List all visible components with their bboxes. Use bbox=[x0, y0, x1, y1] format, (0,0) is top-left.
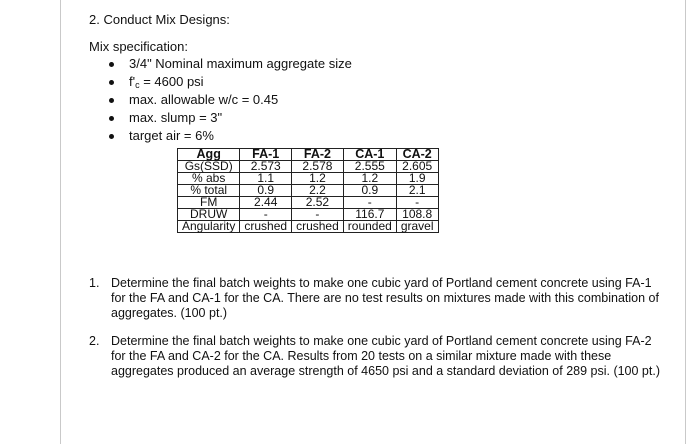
spec-item-aggregate-size: 3/4" Nominal maximum aggregate size bbox=[106, 55, 352, 73]
question-number: 1. bbox=[89, 276, 100, 290]
table-cell: 2.1 bbox=[396, 185, 438, 197]
table-cell: % total bbox=[178, 185, 240, 197]
question-list bbox=[89, 276, 669, 392]
table-cell: 1.2 bbox=[292, 173, 344, 185]
fc-symbol: f' bbox=[129, 74, 136, 89]
question-text: Determine the final batch weights to make one cubic yard of Portland cement concrete using FA-2 for the FA and CA-2 for the CA. Results from 20 tests on a similar mixture made with these aggregates produced an average strength of 4650 psi and a standard deviation of 289 psi. (100 pt.) bbox=[111, 334, 660, 378]
table-cell: 2.2 bbox=[292, 185, 344, 197]
table-cell: 0.9 bbox=[240, 185, 292, 197]
spec-item-wc-ratio: max. allowable w/c = 0.45 bbox=[106, 91, 352, 109]
table-cell: rounded bbox=[343, 221, 396, 233]
question-text: Determine the final batch weights to make one cubic yard of Portland cement concrete using FA-1 for the FA and CA-1 for the CA. There are no test results on mixtures made with this combination of aggregates. (100 pt.) bbox=[111, 276, 659, 320]
table-cell: - bbox=[396, 197, 438, 209]
table-cell: - bbox=[292, 209, 344, 221]
table-cell: 0.9 bbox=[343, 185, 396, 197]
table-header-cell: CA-1 bbox=[343, 149, 396, 161]
table-cell: Angularity bbox=[178, 221, 240, 233]
table-cell: - bbox=[343, 197, 396, 209]
fc-subscript: c bbox=[135, 80, 140, 90]
table-cell: 1.9 bbox=[396, 173, 438, 185]
table-cell: DRUW bbox=[178, 209, 240, 221]
table-cell: Gs(SSD) bbox=[178, 161, 240, 173]
table-cell: 116.7 bbox=[343, 209, 396, 221]
table-header-cell: CA-2 bbox=[396, 149, 438, 161]
spec-item-air: target air = 6% bbox=[106, 127, 352, 145]
table-cell: - bbox=[240, 209, 292, 221]
table-header-cell: FA-1 bbox=[240, 149, 292, 161]
table-cell: gravel bbox=[396, 221, 438, 233]
table-cell: 2.555 bbox=[343, 161, 396, 173]
document-page bbox=[60, 0, 686, 444]
table-cell: % abs bbox=[178, 173, 240, 185]
table-cell: crushed bbox=[292, 221, 344, 233]
question-number: 2. bbox=[89, 334, 100, 348]
table-cell: 2.578 bbox=[292, 161, 344, 173]
spec-item-strength: $f'_c = 4600$ psi bbox=[106, 73, 352, 91]
table-cell: 1.2 bbox=[343, 173, 396, 185]
spec-title: Mix specification: bbox=[89, 39, 188, 54]
spec-item-slump: max. slump = 3" bbox=[106, 109, 352, 127]
table-header-cell: FA-2 bbox=[292, 149, 344, 161]
table-header-cell: Agg bbox=[178, 149, 240, 161]
table-cell: 2.44 bbox=[240, 197, 292, 209]
table-cell: FM bbox=[178, 197, 240, 209]
section-heading: 2. Conduct Mix Designs: bbox=[89, 12, 230, 27]
question-item bbox=[89, 334, 669, 379]
table-cell: 2.52 bbox=[292, 197, 344, 209]
table-cell: 2.573 bbox=[240, 161, 292, 173]
table-cell: 1.1 bbox=[240, 173, 292, 185]
table-row bbox=[178, 221, 439, 233]
table-cell: 108.8 bbox=[396, 209, 438, 221]
table-cell: crushed bbox=[240, 221, 292, 233]
aggregate-properties-table bbox=[177, 148, 439, 233]
table-cell: 2.605 bbox=[396, 161, 438, 173]
spec-list bbox=[106, 55, 352, 145]
question-item bbox=[89, 276, 669, 321]
